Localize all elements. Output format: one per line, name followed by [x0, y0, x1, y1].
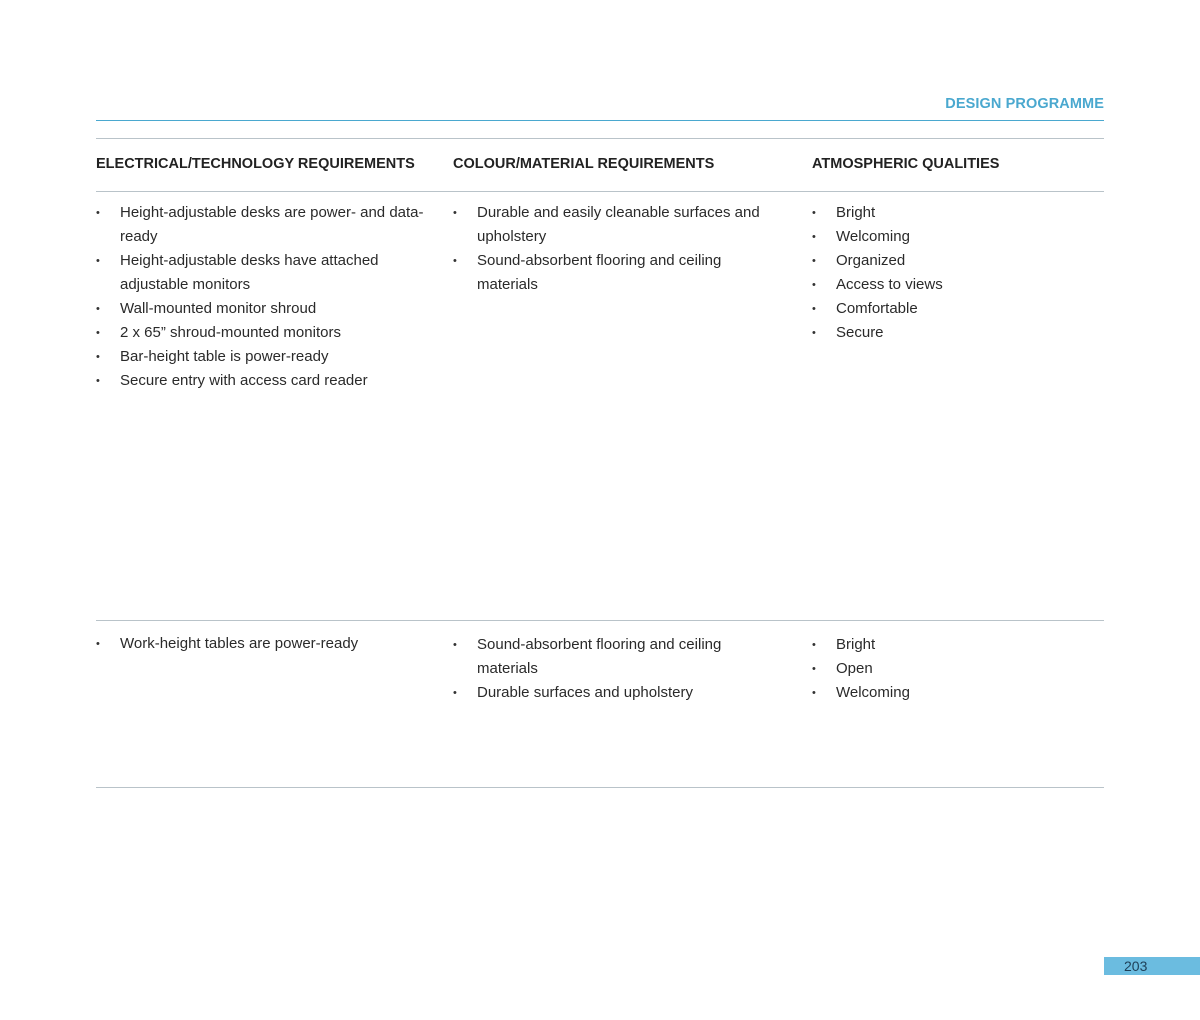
row1-electrical-cell	[96, 201, 426, 393]
bullet-icon: •	[812, 207, 816, 219]
column-header-colour: COLOUR/MATERIAL REQUIREMENTS	[453, 156, 715, 172]
bullet-icon: •	[96, 375, 100, 387]
bullet-icon: •	[812, 279, 816, 291]
bullet-icon: •	[96, 638, 100, 650]
list-item: • Comfortable	[812, 297, 1104, 321]
page-number-tab	[1104, 957, 1200, 975]
list-item: • 2 x 65” shroud-mounted monitors	[96, 321, 426, 345]
list-item: • Welcoming	[812, 225, 1104, 249]
row1-electrical-list	[96, 201, 426, 393]
column-header-electrical: ELECTRICAL/TECHNOLOGY REQUIREMENTS	[96, 156, 415, 172]
row2-electrical-list	[96, 632, 426, 656]
bullet-icon: •	[453, 255, 457, 267]
list-item: • Organized	[812, 249, 1104, 273]
table-bottom-rule	[96, 787, 1104, 788]
list-item: • Durable surfaces and upholstery	[453, 681, 783, 705]
list-item: • Height-adjustable desks are power- and data-ready	[96, 201, 426, 249]
row2-electrical-cell	[96, 632, 426, 656]
row2-colour-list	[453, 633, 783, 705]
row1-colour-list	[453, 201, 783, 297]
page-number: 203	[1124, 958, 1148, 974]
section-title: DESIGN PROGRAMME	[945, 96, 1104, 112]
bullet-icon: •	[812, 639, 816, 651]
bullet-icon: •	[453, 639, 457, 651]
bullet-icon: •	[812, 303, 816, 315]
bullet-icon: •	[96, 303, 100, 315]
header-bottom-rule	[96, 191, 1104, 192]
list-item: • Height-adjustable desks have attached adjustable monitors	[96, 249, 426, 297]
bullet-icon: •	[812, 327, 816, 339]
bullet-icon: •	[812, 231, 816, 243]
list-item: • Access to views	[812, 273, 1104, 297]
bullet-icon: •	[96, 327, 100, 339]
bullet-icon: •	[812, 663, 816, 675]
bullet-icon: •	[96, 351, 100, 363]
list-item: • Sound-absorbent flooring and ceiling materials	[453, 249, 783, 297]
list-item: • Open	[812, 657, 1104, 681]
list-item: • Durable and easily cleanable surfaces and upholstery	[453, 201, 783, 249]
bullet-icon: •	[96, 255, 100, 267]
header-accent-rule	[96, 120, 1104, 121]
list-item: • Secure entry with access card reader	[96, 369, 426, 393]
list-item: • Welcoming	[812, 681, 1104, 705]
bullet-icon: •	[453, 687, 457, 699]
list-item: • Bright	[812, 633, 1104, 657]
list-item: • Secure	[812, 321, 1104, 345]
bullet-icon: •	[812, 687, 816, 699]
list-item: • Work-height tables are power-ready	[96, 632, 426, 656]
list-item: • Bright	[812, 201, 1104, 225]
list-item: • Bar-height table is power-ready	[96, 345, 426, 369]
bullet-icon: •	[812, 255, 816, 267]
bullet-icon: •	[96, 207, 100, 219]
row2-atmospheric-list	[812, 633, 1104, 705]
bullet-icon: •	[453, 207, 457, 219]
row1-atmospheric-cell	[812, 201, 1104, 345]
table-top-rule	[96, 138, 1104, 139]
list-item: • Sound-absorbent flooring and ceiling materials	[453, 633, 783, 681]
row-divider	[96, 620, 1104, 621]
row2-colour-cell	[453, 633, 783, 705]
column-header-atmospheric: ATMOSPHERIC QUALITIES	[812, 156, 1000, 172]
row1-colour-cell	[453, 201, 783, 297]
list-item: • Wall-mounted monitor shroud	[96, 297, 426, 321]
row1-atmospheric-list	[812, 201, 1104, 345]
row2-atmospheric-cell	[812, 633, 1104, 705]
